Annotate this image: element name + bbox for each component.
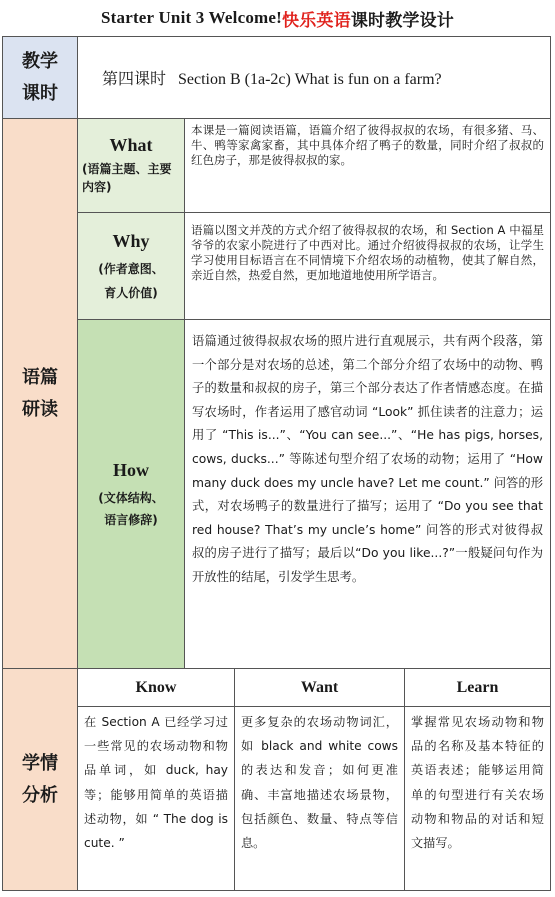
learner-label-line1: 学情 <box>22 752 58 774</box>
lesson-label-cell <box>3 37 78 119</box>
page-title <box>0 0 555 36</box>
how-subheading-line1: (文体结构、 <box>98 490 164 505</box>
learner-label-line2: 分析 <box>22 784 58 806</box>
title-suffix: 课时教学设计 <box>350 10 455 30</box>
how-text: 语篇通过彼得叔叔农场的照片进行直观展示，共有两个段落，第一个部分是对农场的总述，第二个部分介绍了农场中的动物、鸭子的数量和叔叔的房子，第三个部分表达了作者情感态度。在描写农场时，作者运用了感官动词 “Look” 抓住读者的注意力；运用了 “This is...”、“You can see...”、“He has pigs, horses, cows, ducks...” 等陈述句型介绍了农场的动物；运用了 “How many duck does my uncle have? Let me count.” 问答的形式，对农场鸭子的数量进行了描写；运用了 “Do you see that red house? That’s my uncle’s home” 问答的形式对彼得叔叔的房子进行了描写；最后以“Do you like...?”一般疑问句作为开放性的结尾，引发学生思考。 <box>192 334 543 584</box>
why-subheading-line2: 育人价值) <box>104 285 158 300</box>
analysis-label-cell <box>3 119 78 669</box>
why-text-cell <box>185 213 550 320</box>
learn-text: 掌握常见农场动物和物品的名称及基本特征的英语表述；能够运用简单的句型进行有关农场动物和物品的对话和短文描写。 <box>411 715 544 851</box>
how-subheading-line2: 语言修辞) <box>104 512 158 527</box>
lesson-value-cell <box>78 37 550 119</box>
learn-heading-cell <box>405 669 550 707</box>
want-heading-cell <box>235 669 405 707</box>
title-highlight: 快乐英语 <box>282 10 351 30</box>
how-label-cell <box>78 320 185 669</box>
title-prefix: Starter Unit 3 Welcome! <box>100 8 282 27</box>
lesson-value: 第四课时 Section B (1a-2c) What is fun on a farm? <box>102 71 442 88</box>
lesson-label-line2: 课时 <box>22 82 58 104</box>
what-heading: What <box>109 135 153 155</box>
know-text-cell <box>78 707 235 890</box>
what-label-cell <box>78 119 185 213</box>
why-subheading-line1: (作者意图、 <box>98 261 164 276</box>
why-heading: Why <box>112 230 150 251</box>
what-text-cell <box>185 119 550 213</box>
want-text: 更多复杂的农场动物词汇，如 black and white cows 的表达和发音；如何更准确、丰富地描述农场景物，包括颜色、数量、特点等信息。 <box>241 715 398 851</box>
lesson-label-line1: 教学 <box>22 50 58 72</box>
learn-heading: Learn <box>456 678 499 696</box>
learner-label-cell <box>3 669 78 890</box>
what-subheading: (语篇主题、主要内容) <box>82 162 172 194</box>
why-text: 语篇以图文并茂的方式介绍了彼得叔叔的农场，和 Section A 中福星爷爷的农家小院进行了中西对比。通过介绍彼得叔叔的农场，让学生学习使用目标语言在不同情境下介绍农场的动植物，使其了解自然，亲近自然，热爱自然，更加地道地使用所学语言。 <box>191 223 544 282</box>
what-text: 本课是一篇阅读语篇，语篇介绍了彼得叔叔的农场，有很多猪、马、牛、鸭等家禽家畜，其中具体介绍了鸭子的数量，同时介绍了叔叔的红色房子，那是彼得叔叔的家。 <box>191 123 544 167</box>
know-heading: Know <box>135 678 177 696</box>
want-heading: Want <box>300 678 339 696</box>
know-heading-cell <box>78 669 235 707</box>
how-text-cell <box>185 320 550 669</box>
lesson-design-table <box>2 36 551 891</box>
want-text-cell <box>235 707 405 890</box>
analysis-label-line1: 语篇 <box>22 366 58 388</box>
learn-text-cell <box>405 707 550 890</box>
how-heading: How <box>113 459 149 480</box>
analysis-label-line2: 研读 <box>22 398 58 420</box>
why-label-cell <box>78 213 185 320</box>
know-text: 在 Section A 已经学习过一些常见的农场动物和物品单词，如 duck, hay 等；能够用简单的英语描述动物，如 “ The dog is cute. ” <box>84 715 228 851</box>
